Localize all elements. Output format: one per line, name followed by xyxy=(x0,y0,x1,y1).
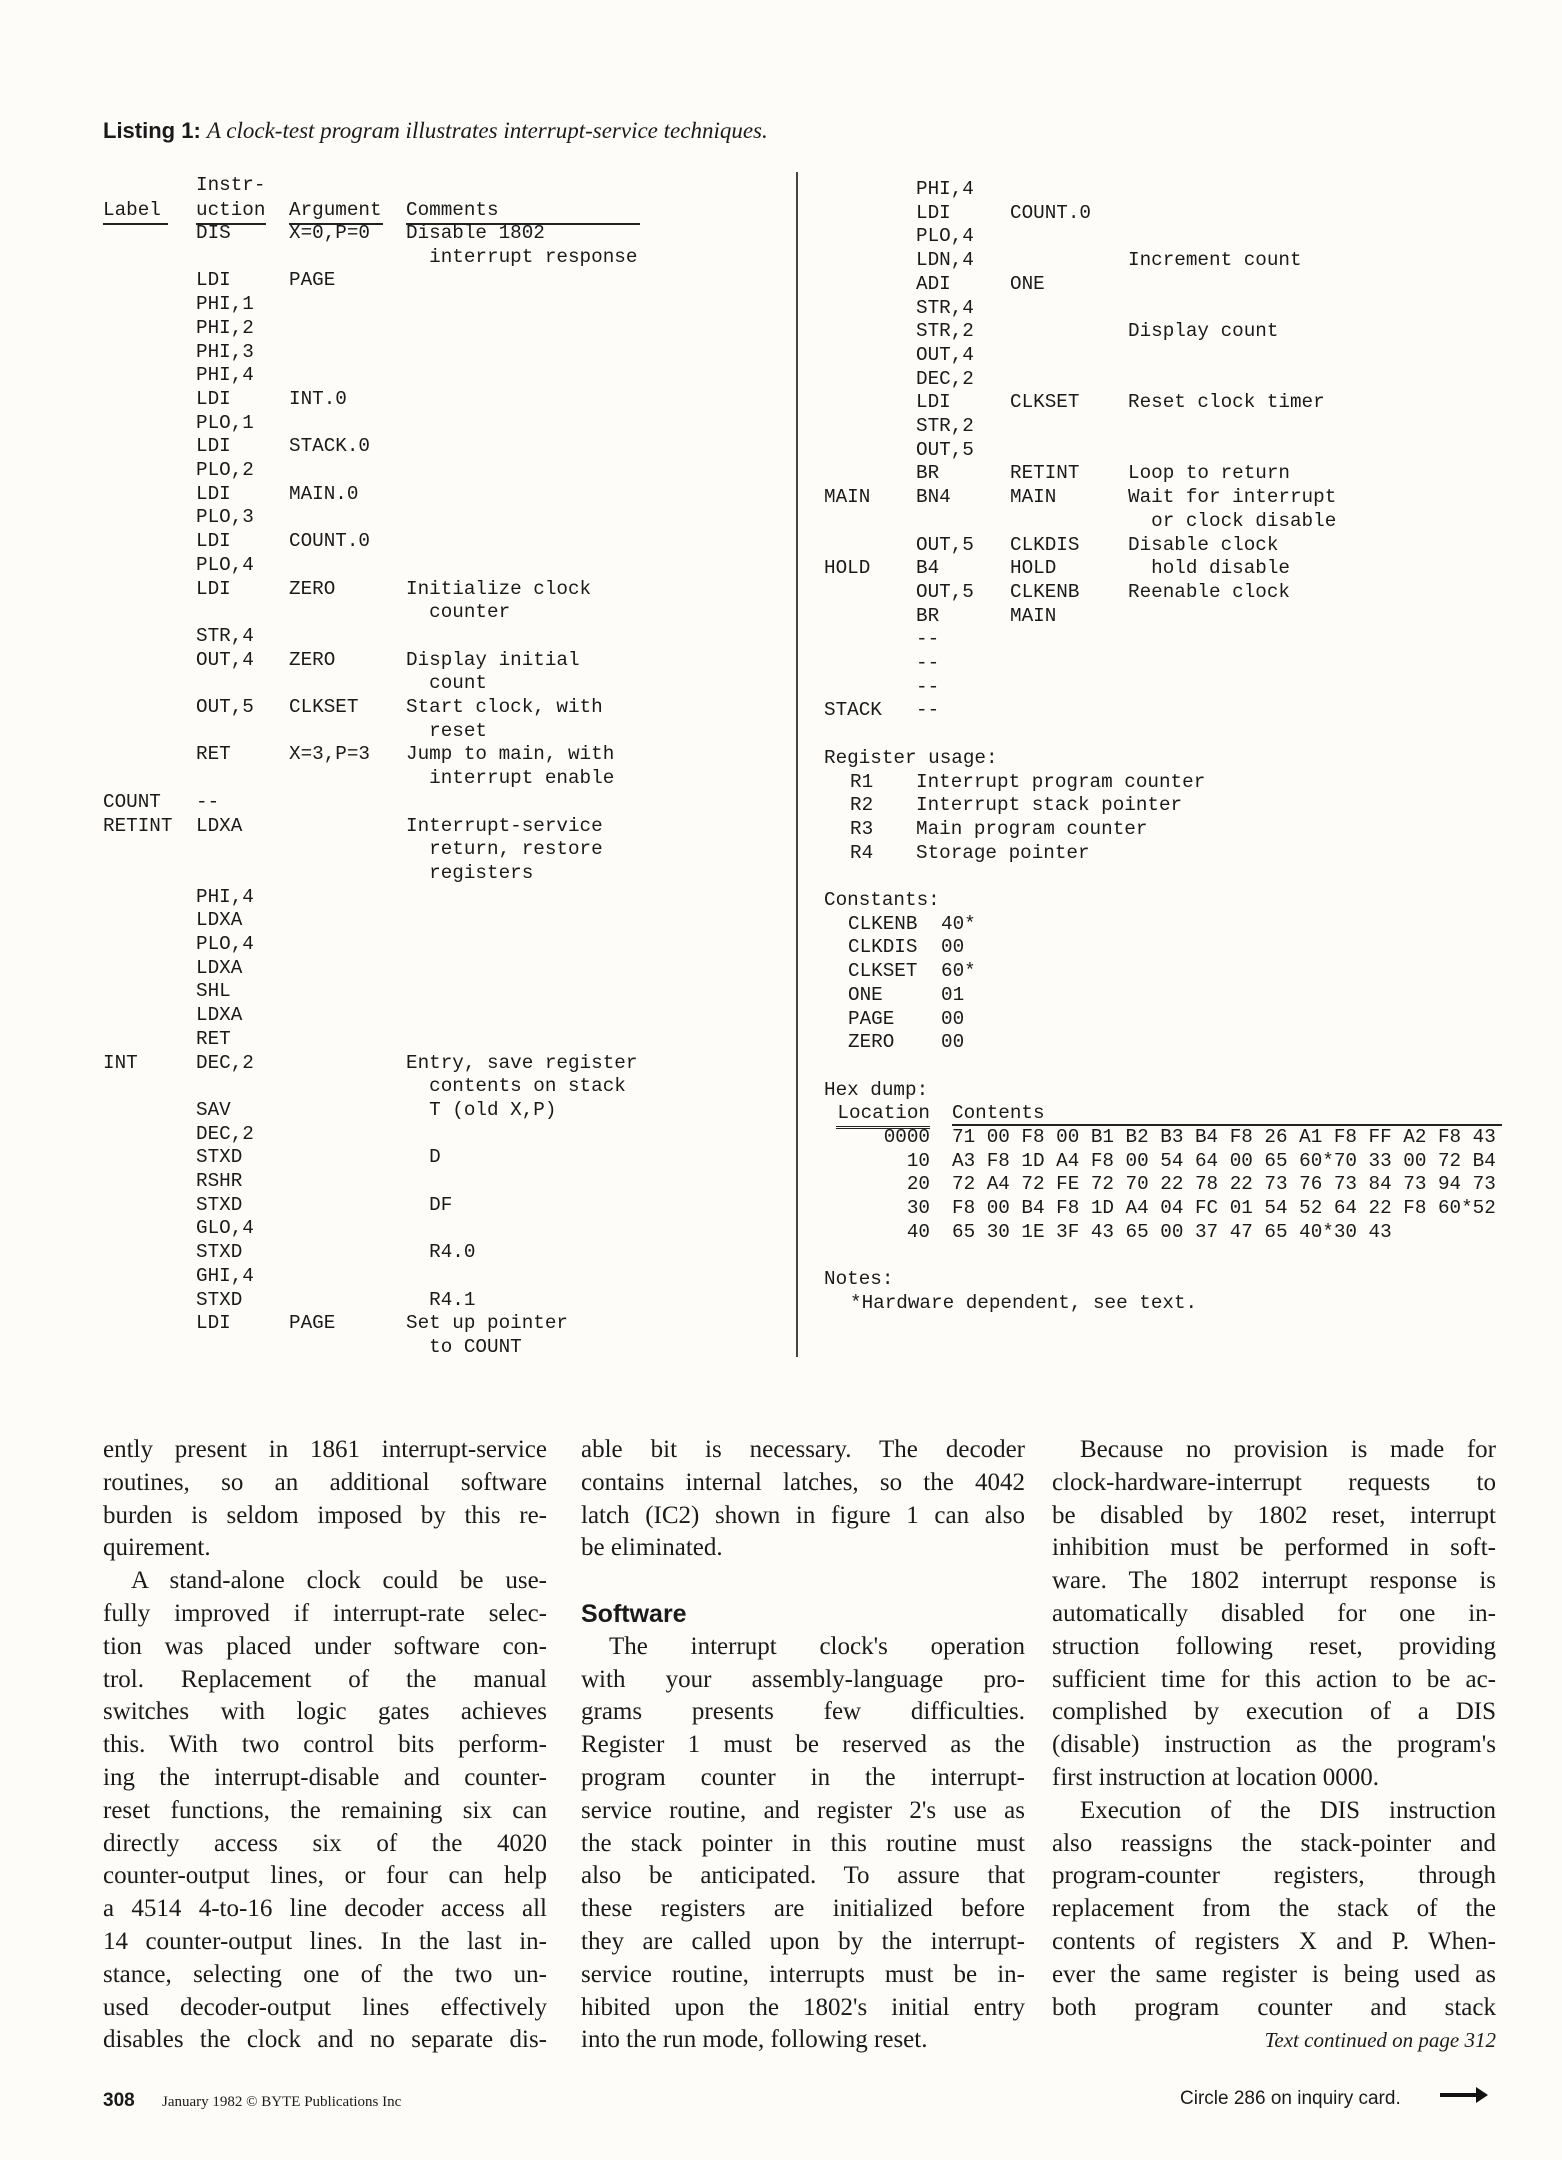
text-line: both program counter and stack xyxy=(1052,1993,1496,2021)
text-line: hibited upon the 1802's initial entry xyxy=(581,1993,1025,2021)
row-instruction: STXD xyxy=(196,1146,243,1169)
row-argument: COUNT.0 xyxy=(1010,201,1091,224)
text-line: The interrupt clock's operation xyxy=(609,1632,1025,1660)
row-instruction: DEC,2 xyxy=(196,1122,254,1145)
row-instruction: LDI xyxy=(196,435,231,458)
row-comment: R4.0 xyxy=(406,1241,476,1264)
text-line: this. With two control bits perform- xyxy=(103,1731,547,1759)
row-instruction: -- xyxy=(916,652,940,674)
row-instruction: RSHR xyxy=(196,1170,243,1192)
header-comments: Comments xyxy=(406,199,640,225)
row-instruction: -- xyxy=(916,675,940,698)
row-argument: ZERO xyxy=(289,577,336,600)
row-comment: counter xyxy=(406,601,511,624)
text-line: ever the same register is being used as xyxy=(1052,1960,1496,1988)
row-instruction: RET xyxy=(196,743,231,766)
text-line: stance, selecting one of the two un- xyxy=(103,1960,547,1988)
row-instruction: PLO,4 xyxy=(196,553,254,576)
constant-name: ZERO xyxy=(848,1031,895,1054)
row-argument: INT.0 xyxy=(289,387,347,410)
row-argument: MAIN xyxy=(1010,486,1057,509)
row-argument: PAGE xyxy=(289,269,336,292)
row-comment: hold disable xyxy=(1128,557,1290,580)
row-instruction: LDXA xyxy=(196,956,243,979)
text-line: automatically disabled for one in- xyxy=(1052,1599,1496,1627)
row-instruction: ADI xyxy=(916,272,951,295)
hex-contents: A3 F8 1D A4 F8 00 54 64 00 65 60*70 33 00 72 B4 xyxy=(952,1149,1496,1172)
row-comment: or clock disable xyxy=(1128,509,1337,532)
row-comment: Interrupt-service xyxy=(406,814,603,837)
row-argument: MAIN.0 xyxy=(289,482,359,505)
row-argument: RETINT xyxy=(1010,462,1080,485)
text-line: struction following reset, providing xyxy=(1052,1632,1496,1660)
row-comment: to COUNT xyxy=(406,1335,522,1358)
text-column xyxy=(581,1434,1025,2057)
register-description: Main program counter xyxy=(916,817,1148,840)
register-name: R3 xyxy=(850,817,874,840)
row-comment: R4.1 xyxy=(406,1288,476,1311)
row-instruction: LDI xyxy=(196,1312,231,1335)
row-argument: X=3,P=3 xyxy=(289,743,370,766)
text-line: able bit is necessary. The decoder xyxy=(581,1436,1025,1463)
row-comment: registers xyxy=(406,861,534,884)
row-comment: interrupt enable xyxy=(406,767,615,790)
row-comment: Loop to return xyxy=(1128,462,1290,485)
row-instruction: -- xyxy=(916,699,940,722)
hex-contents: F8 00 B4 F8 1D A4 04 FC 01 54 52 64 22 F8 60*52 xyxy=(952,1197,1496,1220)
arrow-right-icon xyxy=(1440,2093,1480,2097)
register-name: R1 xyxy=(850,770,874,793)
text-line: routines, so an additional software xyxy=(103,1468,547,1496)
row-instruction: STR,4 xyxy=(916,296,974,319)
row-instruction: BR xyxy=(916,462,940,485)
row-instruction: -- xyxy=(916,628,940,651)
row-instruction: RET xyxy=(196,1027,231,1050)
header-instruction: uction xyxy=(196,199,266,225)
hex-contents-header: Contents xyxy=(952,1102,1045,1125)
constant-name: PAGE xyxy=(848,1007,895,1030)
row-instruction: LDXA xyxy=(196,909,243,932)
row-instruction: PLO,4 xyxy=(916,225,974,248)
row-instruction: LDI xyxy=(196,577,231,600)
row-comment: Entry, save register xyxy=(406,1051,638,1074)
hex-location-header: Location xyxy=(836,1102,930,1129)
row-instruction: LDI xyxy=(916,391,951,414)
text-line: sufficient time for this action to be ac- xyxy=(1052,1665,1496,1693)
constant-value: 01 xyxy=(941,983,965,1006)
row-argument: PAGE xyxy=(289,1312,336,1335)
text-line: tion was placed under software con- xyxy=(103,1632,547,1660)
text-line: replacement from the stack of the xyxy=(1052,1895,1496,1923)
notes-text: *Hardware dependent, see text. xyxy=(850,1291,1198,1314)
row-label: COUNT xyxy=(103,790,161,813)
row-instruction: PLO,1 xyxy=(196,411,254,434)
row-label: STACK xyxy=(824,699,882,722)
row-instruction: B4 xyxy=(916,557,940,580)
constant-value: 00 xyxy=(941,936,965,959)
constant-value: 00 xyxy=(941,1031,965,1054)
hex-dump-title: Hex dump: xyxy=(824,1078,929,1101)
row-instruction: STR,2 xyxy=(916,415,974,437)
register-description: Storage pointer xyxy=(916,841,1090,864)
text-line: also reassigns the stack-pointer and xyxy=(1052,1829,1496,1857)
row-instruction: DEC,2 xyxy=(196,1051,254,1074)
row-instruction: STXD xyxy=(196,1288,243,1311)
row-comment: Display initial xyxy=(406,648,580,671)
header-label: Label xyxy=(103,199,168,225)
row-instruction: DEC,2 xyxy=(916,367,974,390)
text-line: A stand-alone clock could be use- xyxy=(131,1567,547,1595)
text-line: ware. The 1802 interrupt response is xyxy=(1052,1567,1496,1595)
text-line: contains internal latches, so the 4042 xyxy=(581,1468,1025,1496)
text-line: service routine, interrupts must be in- xyxy=(581,1960,1025,1988)
row-argument: HOLD xyxy=(1010,557,1057,580)
constant-value: 60* xyxy=(941,960,976,983)
row-instruction: PLO,3 xyxy=(196,506,254,529)
text-line: Because no provision is made for xyxy=(1080,1436,1496,1463)
text-line: 14 counter-output lines. In the last in- xyxy=(103,1927,547,1955)
listing-caption xyxy=(103,118,768,144)
row-comment: Disable 1802 xyxy=(406,222,545,244)
constant-value: 00 xyxy=(941,1007,965,1030)
row-instruction: OUT,5 xyxy=(916,438,974,461)
row-argument: CLKSET xyxy=(1010,391,1080,414)
text-column xyxy=(103,1434,547,2057)
register-description: Interrupt program counter xyxy=(916,770,1206,793)
row-comment: Set up pointer xyxy=(406,1312,568,1335)
constants-title: Constants: xyxy=(824,889,940,911)
constant-name: CLKENB xyxy=(848,912,918,935)
row-argument: MAIN xyxy=(1010,604,1057,627)
continued-note: Text continued on page 312 xyxy=(1264,2028,1496,2053)
row-argument: X=0,P=0 xyxy=(289,222,370,244)
row-instruction: LDI xyxy=(916,201,951,224)
row-label: MAIN xyxy=(824,486,871,509)
row-comment: Initialize clock xyxy=(406,577,592,600)
page-number: 308 xyxy=(103,2090,135,2111)
text-line: be disabled by 1802 reset, interrupt xyxy=(1052,1501,1496,1529)
row-instruction: LDI xyxy=(196,530,231,553)
constant-name: CLKSET xyxy=(848,960,918,983)
row-instruction: PHI,4 xyxy=(196,885,254,908)
hex-contents: 65 30 1E 3F 43 65 00 37 47 65 40*30 43 xyxy=(952,1220,1392,1243)
hex-location: 10 xyxy=(906,1149,930,1172)
row-instruction: GHI,4 xyxy=(196,1264,254,1287)
text-line: ing the interrupt-disable and counter- xyxy=(103,1763,547,1791)
text-line: a 4514 4-to-16 line decoder access all xyxy=(103,1895,547,1923)
row-instruction: LDXA xyxy=(196,814,243,837)
text-column xyxy=(1052,1434,1496,2057)
hex-location: 40 xyxy=(906,1220,930,1243)
row-label: RETINT xyxy=(103,814,173,837)
text-line: burden is seldom imposed by this re- xyxy=(103,1501,547,1529)
caption-label: Listing 1: xyxy=(103,118,201,143)
text-line: also be anticipated. To assure that xyxy=(581,1862,1025,1890)
row-argument: ZERO xyxy=(289,648,336,671)
row-label: INT xyxy=(103,1051,138,1074)
text-line: latch (IC2) shown in figure 1 can also xyxy=(581,1501,1025,1529)
row-instruction: LDI xyxy=(196,387,231,410)
register-name: R2 xyxy=(850,794,874,817)
row-argument: CLKSET xyxy=(289,696,359,718)
text-line: used decoder-output lines effectively xyxy=(103,1993,547,2021)
row-instruction: OUT,4 xyxy=(196,648,254,671)
row-argument: STACK.0 xyxy=(289,435,370,458)
row-instruction: GLO,4 xyxy=(196,1217,254,1240)
text-line: grams presents few difficulties. xyxy=(581,1698,1025,1726)
text-line: directly access six of the 4020 xyxy=(103,1829,547,1857)
row-instruction: STR,4 xyxy=(196,624,254,647)
text-line: first instruction at location 0000. xyxy=(1052,1763,1380,1791)
row-instruction: LDI xyxy=(196,482,231,505)
row-instruction: -- xyxy=(196,790,220,813)
text-line: Register 1 must be reserved as the xyxy=(581,1731,1025,1759)
row-comment: Reenable clock xyxy=(1128,580,1290,603)
hex-location: 20 xyxy=(906,1173,930,1196)
text-line: these registers are initialized before xyxy=(581,1895,1025,1923)
text-line: switches with logic gates achieves xyxy=(103,1698,547,1726)
row-argument: COUNT.0 xyxy=(289,530,370,553)
row-argument: CLKENB xyxy=(1010,580,1080,603)
row-instruction: PHI,4 xyxy=(196,364,254,387)
row-argument: ONE xyxy=(1010,272,1045,295)
row-instruction: OUT,5 xyxy=(916,533,974,556)
text-line: fully improved if interrupt-rate selec- xyxy=(103,1599,547,1627)
text-line: quirement. xyxy=(103,1534,211,1562)
row-instruction: LDI xyxy=(196,269,231,292)
row-instruction: OUT,5 xyxy=(196,696,254,718)
row-comment: Display count xyxy=(1128,320,1279,343)
row-instruction: BN4 xyxy=(916,486,951,509)
row-instruction: SAV xyxy=(196,1098,231,1121)
caption-text: A clock-test program illustrates interrupt-service techniques. xyxy=(206,118,768,143)
row-comment: Jump to main, with xyxy=(406,743,615,766)
row-comment: Disable clock xyxy=(1128,533,1279,556)
row-comment: DF xyxy=(406,1193,453,1216)
row-comment: reset xyxy=(406,719,487,742)
row-instruction: STXD xyxy=(196,1193,243,1216)
row-comment: T (old X,P) xyxy=(406,1098,557,1121)
text-line: be eliminated. xyxy=(581,1534,723,1562)
notes-title: Notes: xyxy=(824,1268,894,1291)
text-line: program-counter registers, through xyxy=(1052,1862,1496,1890)
text-line: they are called upon by the interrupt- xyxy=(581,1927,1025,1955)
row-instruction: STR,2 xyxy=(916,320,974,343)
hex-location: 0000 xyxy=(883,1126,930,1148)
hex-location: 30 xyxy=(906,1197,930,1220)
row-instruction: SHL xyxy=(196,980,231,1003)
row-instruction: DIS xyxy=(196,222,231,244)
row-instruction: PLO,2 xyxy=(196,459,254,481)
row-instruction: PHI,4 xyxy=(916,178,974,200)
text-line: reset functions, the remaining six can xyxy=(103,1796,547,1824)
row-argument: CLKDIS xyxy=(1010,533,1080,556)
text-line xyxy=(581,1565,1025,1598)
row-comment: Wait for interrupt xyxy=(1128,486,1337,509)
constant-name: CLKDIS xyxy=(848,936,918,959)
hex-contents: 72 A4 72 FE 72 70 22 78 22 73 76 73 84 73 94 73 xyxy=(952,1173,1496,1196)
text-line: complished by execution of a DIS xyxy=(1052,1698,1496,1726)
row-instruction: PHI,1 xyxy=(196,293,254,316)
row-instruction: PHI,3 xyxy=(196,340,254,363)
register-usage-title: Register usage: xyxy=(824,746,998,769)
row-instruction: LDXA xyxy=(196,1004,243,1027)
text-line: disables the clock and no separate dis- xyxy=(103,2026,547,2054)
header-instr-top: Instr- xyxy=(196,174,266,196)
row-comment: D xyxy=(406,1146,441,1169)
row-comment: interrupt response xyxy=(406,245,638,268)
text-line: service routine, and register 2's use as xyxy=(581,1796,1025,1824)
text-line: the stack pointer in this routine must xyxy=(581,1829,1025,1857)
row-comment: contents on stack xyxy=(406,1075,626,1098)
text-line: into the run mode, following reset. xyxy=(581,2026,928,2054)
row-comment: return, restore xyxy=(406,838,603,861)
register-name: R4 xyxy=(850,841,874,864)
row-label: HOLD xyxy=(824,557,871,580)
text-line: program counter in the interrupt- xyxy=(581,1763,1025,1791)
section-heading: Software xyxy=(581,1599,687,1628)
text-line: clock-hardware-interrupt requests to xyxy=(1052,1468,1496,1496)
row-instruction: OUT,5 xyxy=(916,580,974,603)
text-line: contents of registers X and P. When- xyxy=(1052,1927,1496,1955)
row-instruction: STXD xyxy=(196,1241,243,1264)
text-line: counter-output lines, or four can help xyxy=(103,1862,547,1890)
row-comment: Start clock, with xyxy=(406,696,603,718)
column-divider xyxy=(796,172,798,1357)
hex-contents: 71 00 F8 00 B1 B2 B3 B4 F8 26 A1 F8 FF A2 F8 43 xyxy=(952,1126,1496,1148)
row-comment: count xyxy=(406,672,487,695)
text-line: (disable) instruction as the program's xyxy=(1052,1731,1496,1759)
row-instruction: BR xyxy=(916,604,940,627)
inquiry-card-note: Circle 286 on inquiry card. xyxy=(1180,2088,1401,2109)
text-line: inhibition must be performed in soft- xyxy=(1052,1534,1496,1562)
constant-value: 40* xyxy=(941,912,976,935)
text-line: ently present in 1861 interrupt-service xyxy=(103,1436,547,1463)
register-description: Interrupt stack pointer xyxy=(916,794,1183,817)
row-instruction: PHI,2 xyxy=(196,316,254,339)
row-comment: Reset clock timer xyxy=(1128,391,1325,414)
row-comment: Increment count xyxy=(1128,249,1302,272)
row-instruction: OUT,4 xyxy=(916,343,974,366)
text-line: trol. Replacement of the manual xyxy=(103,1665,547,1693)
row-instruction: LDN,4 xyxy=(916,249,974,272)
row-instruction: PLO,4 xyxy=(196,933,254,955)
header-argument: Argument xyxy=(289,199,383,225)
text-line: with your assembly-language pro- xyxy=(581,1665,1025,1693)
publication-line: January 1982 © BYTE Publications Inc xyxy=(162,2094,402,2110)
constant-name: ONE xyxy=(848,983,883,1006)
text-line: Execution of the DIS instruction xyxy=(1080,1796,1496,1824)
